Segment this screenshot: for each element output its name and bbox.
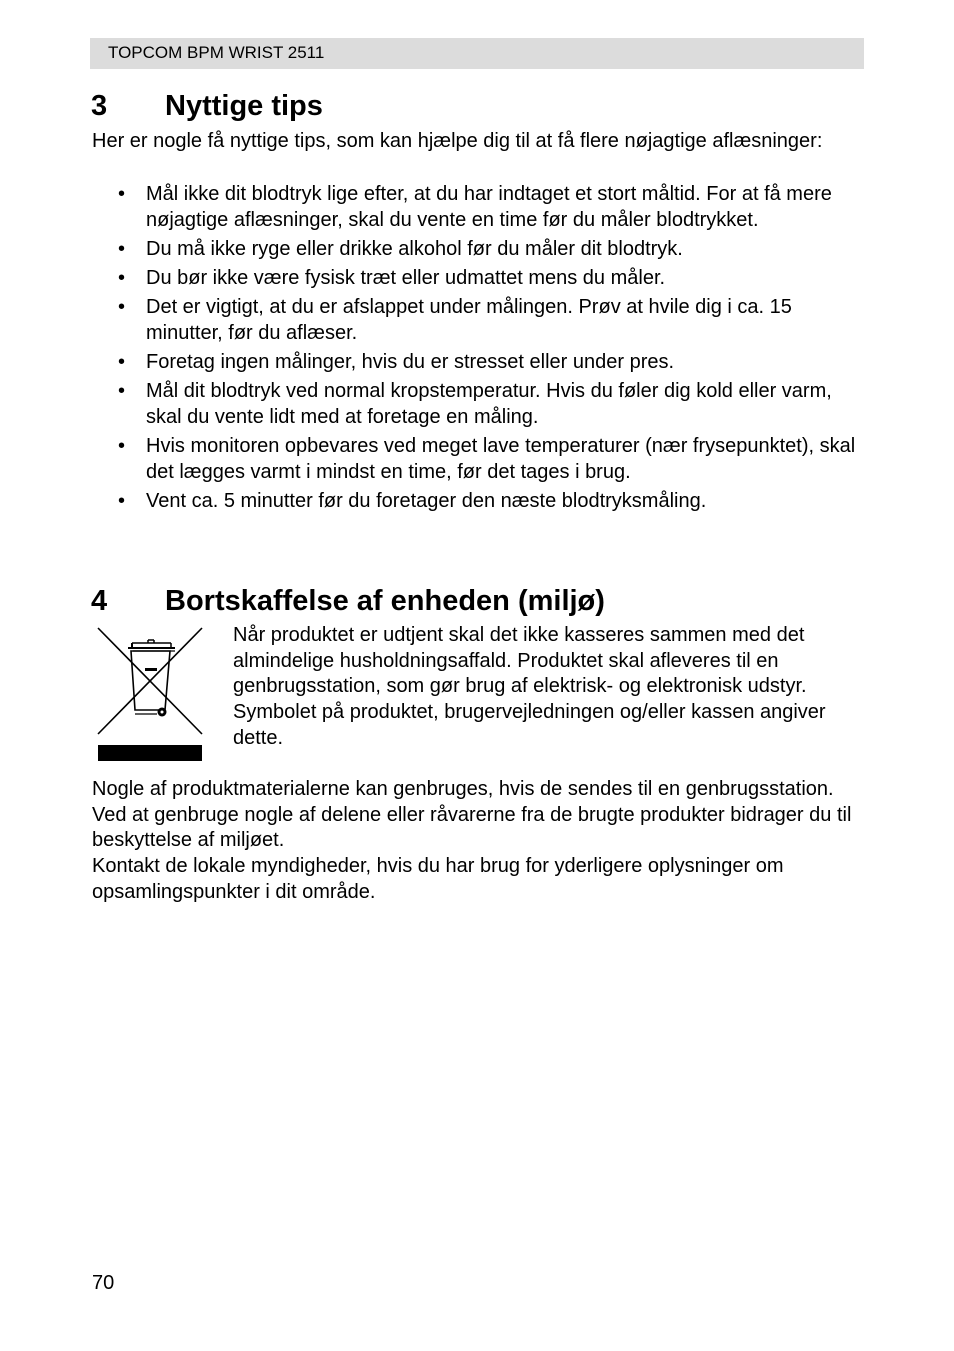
crossed-out-wheelie-bin-icon — [95, 624, 205, 764]
list-item-text: Vent ca. 5 minutter før du foretager den næste blodtryksmåling. — [146, 490, 707, 513]
list-item — [92, 295, 867, 346]
list-item-text: Mål dit blodtryk ved normal kropstemperatur. Hvis du føler dig kold eller varm, skal du vente lidt med at foretage en måling. — [146, 380, 832, 429]
bullet-icon: • — [118, 351, 126, 374]
disposal-notice: Når produktet er udtjent skal det ikke kasseres sammen med det almindelige husholdningsaffald. Produktet skal afleveres til en genbrugsstation, som gør brug af elektrisk- og elektronisk udstyr. Symbolet på produktet, brugervejledningen og/eller kassen angiver dette. — [233, 624, 826, 749]
list-item-text: Det er vigtigt, at du er afslappet under målingen. Prøv at hvile dig i ca. 15 minutter, før du aflæser. — [146, 296, 792, 345]
section-4-heading — [91, 584, 605, 618]
section-4-number: 4 — [91, 585, 108, 617]
list-item — [92, 434, 867, 485]
list-item-text: Hvis monitoren opbevares ved meget lave temperaturer (nær frysepunktet), skal det lægges varmt i mindst en time, før det tages i brug. — [146, 435, 856, 484]
bullet-icon: • — [118, 237, 126, 260]
list-item-text: Du bør ikke være fysisk træt eller udmattet mens du måler. — [146, 267, 666, 290]
bullet-icon: • — [118, 296, 126, 319]
list-item-text: Foretag ingen målinger, hvis du er stresset eller under pres. — [146, 351, 675, 374]
section-3-title: Nyttige tips — [165, 90, 323, 122]
section-3-intro: Her er nogle få nyttige tips, som kan hjælpe dig til at få flere nøjagtige aflæsninger: — [92, 130, 823, 152]
section-3-number: 3 — [91, 90, 108, 122]
tips-list — [92, 182, 867, 518]
bullet-icon: • — [118, 490, 126, 513]
list-item — [92, 266, 867, 292]
list-item — [92, 489, 867, 515]
list-item — [92, 379, 867, 430]
bullet-icon: • — [118, 267, 126, 290]
list-item-text: Mål ikke dit blodtryk lige efter, at du har indtaget et stort måltid. For at få mere nøjagtige aflæsninger, skal du vente en time før du måler blodtrykket. — [146, 183, 832, 231]
section-3-heading — [91, 89, 323, 123]
list-item — [92, 237, 867, 263]
bullet-icon: • — [118, 183, 126, 205]
list-item — [92, 182, 867, 233]
recycling-paragraph: Nogle af produktmaterialerne kan genbruges, hvis de sendes til en genbrugsstation. Ved at genbruge nogle af delene eller råvarerne fra de brugte produkter bidrager du til beskyttelse af miljøet. — [92, 778, 852, 852]
list-item-text: Du må ikke ryge eller drikke alkohol før du måler dit blodtryk. — [146, 237, 683, 260]
bullet-icon: • — [118, 435, 126, 458]
bullet-icon: • — [118, 380, 126, 403]
header-bar — [90, 38, 864, 69]
contact-paragraph: Kontakt de lokale myndigheder, hvis du har brug for yderligere oplysninger om opsamlingspunkter i dit område. — [92, 855, 784, 903]
header-title: TOPCOM BPM WRIST 2511 — [108, 43, 325, 62]
page-number: 70 — [92, 1272, 115, 1294]
list-item — [92, 350, 867, 376]
section-4-title: Bortskaffelse af enheden (miljø) — [165, 585, 605, 617]
